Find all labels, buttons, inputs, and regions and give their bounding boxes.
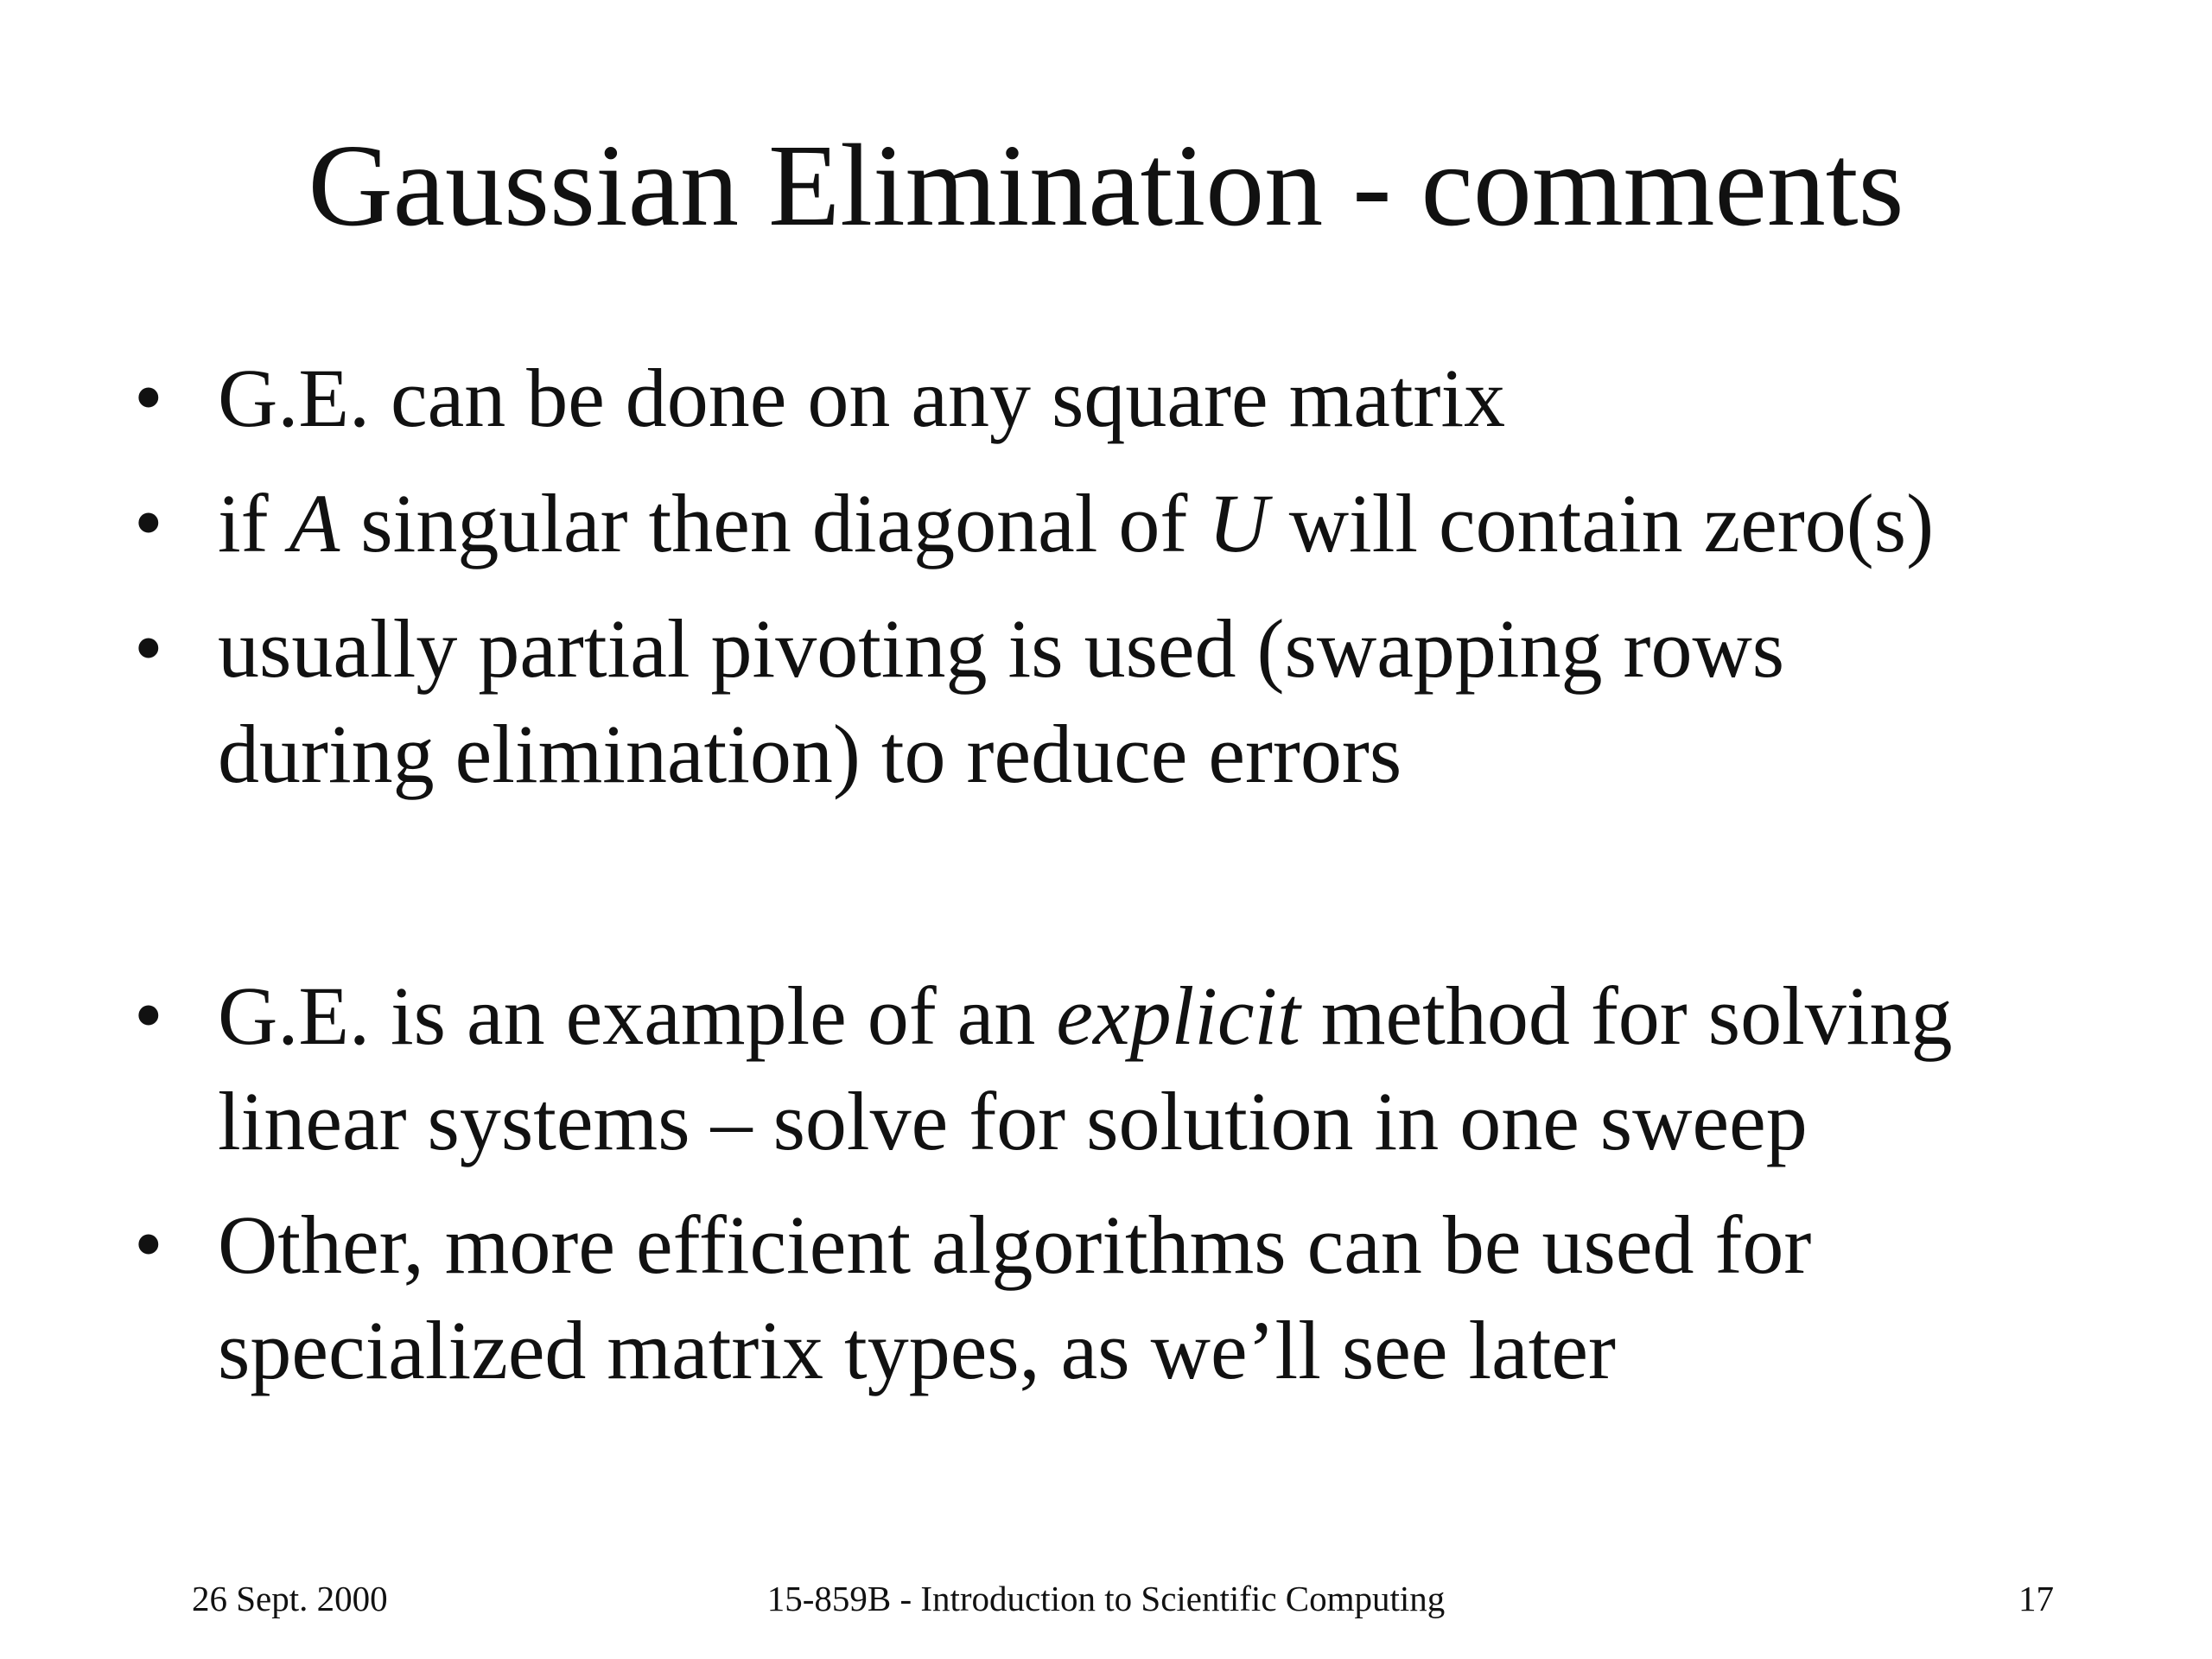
bullet-line [218,1069,2101,1174]
bullet-line [218,596,2101,702]
text-segment: will contain zero(s) [1268,477,1935,569]
bullet-line [218,702,2101,807]
bullet-text [218,471,2101,576]
footer-course-title: 15-859B - Introduction to Scientific Computing [766,1579,1446,1618]
text-segment: linear systems – solve for solution in one sweep [218,1075,1808,1167]
bullet-line [218,1192,2101,1298]
bullet-marker: • [134,1198,163,1290]
text-segment: Other, more efficient algorithms can be used for [218,1198,1812,1291]
italic-term: A [289,477,340,569]
text-segment: method for solving [1300,969,1953,1062]
text-segment: singular then diagonal of [340,477,1209,569]
text-segment: G.E. can be done on any square matrix [218,352,1506,444]
bullet-line [218,471,2101,576]
italic-term: U [1208,477,1268,569]
bullet-marker: • [134,476,163,569]
footer-page-number: 17 [2018,1579,2054,1618]
italic-term: explicit [1056,969,1300,1062]
bullet-marker: • [134,969,163,1061]
bullet-text [218,596,2101,807]
bullet-line [218,963,2101,1069]
bullet-marker: • [134,351,163,443]
bullet-text [218,1192,2101,1403]
bullet-text [218,963,2101,1174]
text-segment: G.E. is an example of an [218,969,1057,1062]
text-segment: usually partial pivoting is used (swapping rows [218,602,1785,695]
bullet-marker: • [134,601,163,694]
bullet-line [218,346,2101,451]
text-segment: if [218,477,289,569]
footer-date: 26 Sept. 2000 [192,1579,388,1618]
bullet-text [218,346,2101,451]
slide-title: Gaussian Elimination - comments [308,121,1904,251]
text-segment: during elimination) to reduce errors [218,708,1402,800]
text-segment: specialized matrix types, as we’ll see later [218,1304,1616,1396]
bullet-line [218,1298,2101,1403]
